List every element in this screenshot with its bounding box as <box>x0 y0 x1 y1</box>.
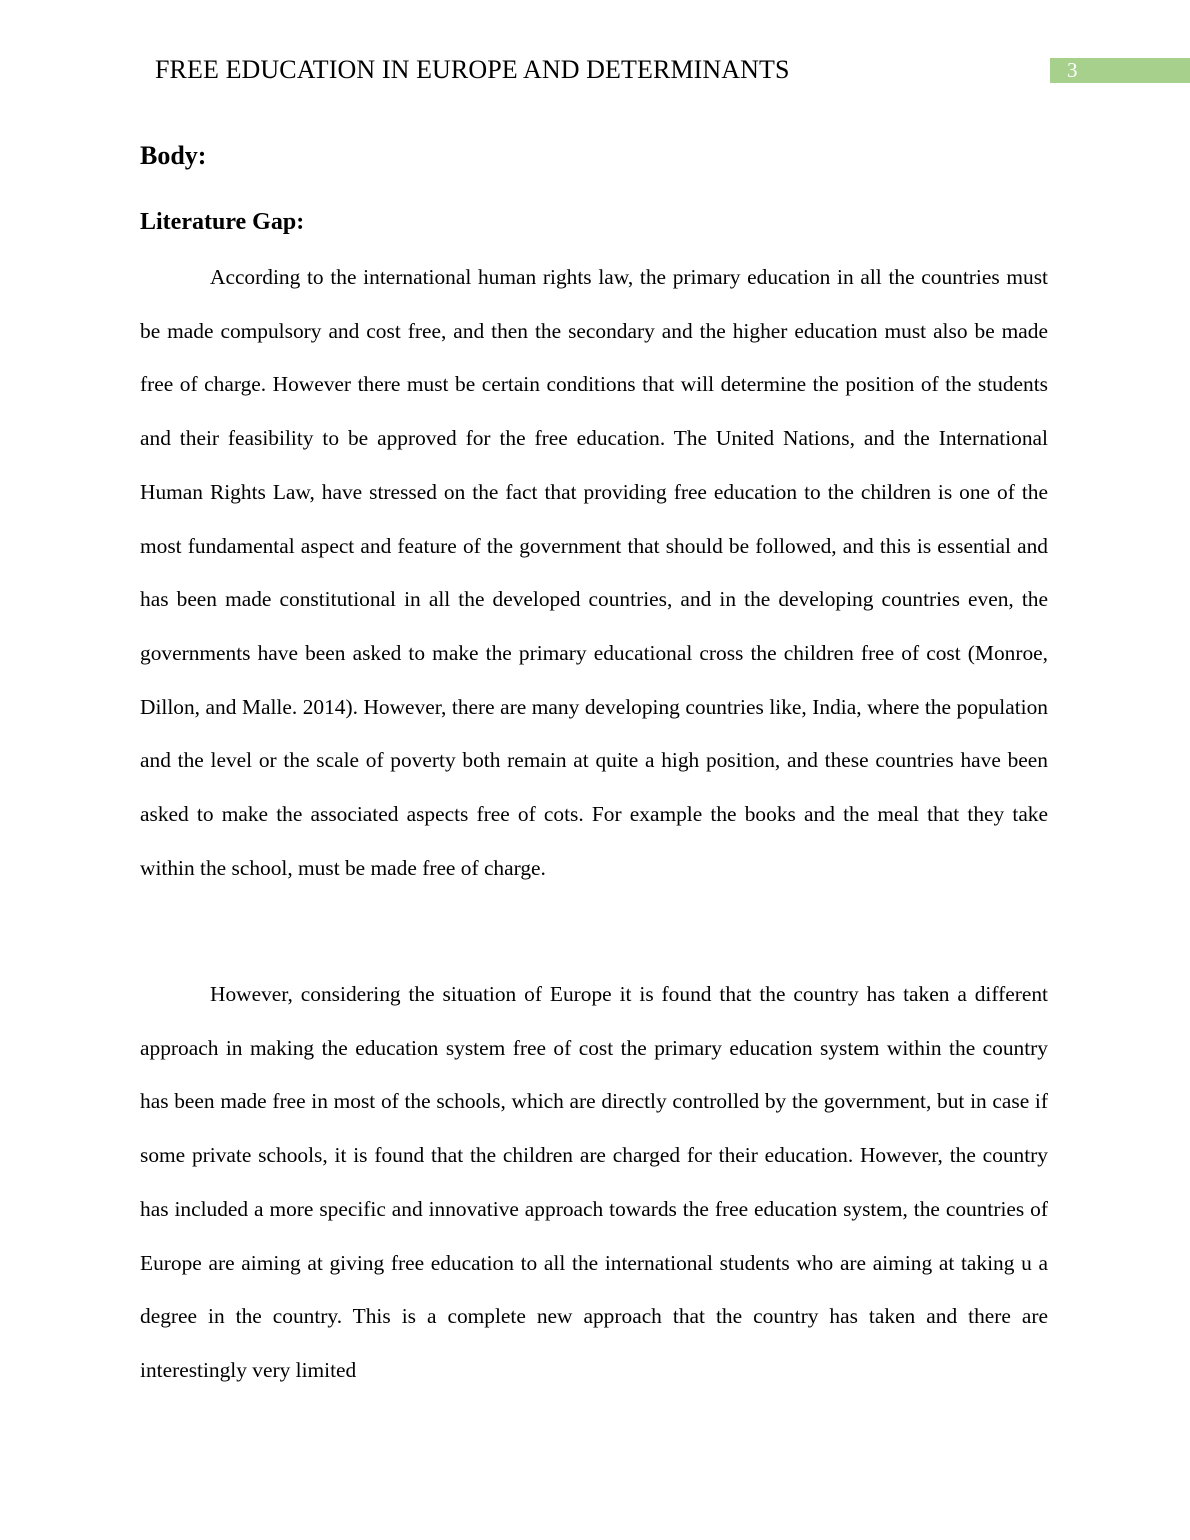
page-number-box <box>1050 58 1190 83</box>
body-paragraph-1: According to the international human rights law, the primary education in all the countries must be made compulsory and cost free, and then the secondary and the higher education must also be made free of charge. However there must be certain conditions that will determine the position of the students and their feasibility to be approved for the free education. The United Nations, and the International Human Rights Law, have stressed on the fact that providing free education to the children is one of the most fundamental aspect and feature of the government that should be followed, and this is essential and has been made constitutional in all the developed countries, and in the developing countries even, the governments have been asked to make the primary educational cross the children free of cost (Monroe, Dillon, and Malle. 2014). However, there are many developing countries like, India, where the population and the level or the scale of poverty both remain at quite a high position, and these countries have been asked to make the associated aspects free of cots. For example the books and the meal that they take within the school, must be made free of charge. <box>140 265 1048 880</box>
page-number: 3 <box>1067 58 1078 82</box>
body-paragraph-2: However, considering the situation of Europe it is found that the country has taken a different approach in making the education system free of cost the primary education system within the country has been made free in most of the schools, which are directly controlled by the government, but in case if some private schools, it is found that the children are charged for their education. However, the country has included a more specific and innovative approach towards the free education system, the countries of Europe are aiming at giving free education to all the international students who are aiming at taking u a degree in the country. This is a complete new approach that the country has taken and there are interestingly very limited <box>140 982 1048 1382</box>
running-head: FREE EDUCATION IN EUROPE AND DETERMINANTS <box>155 55 790 84</box>
section-heading: Body: <box>140 141 207 170</box>
subsection-heading: Literature Gap: <box>140 209 305 235</box>
